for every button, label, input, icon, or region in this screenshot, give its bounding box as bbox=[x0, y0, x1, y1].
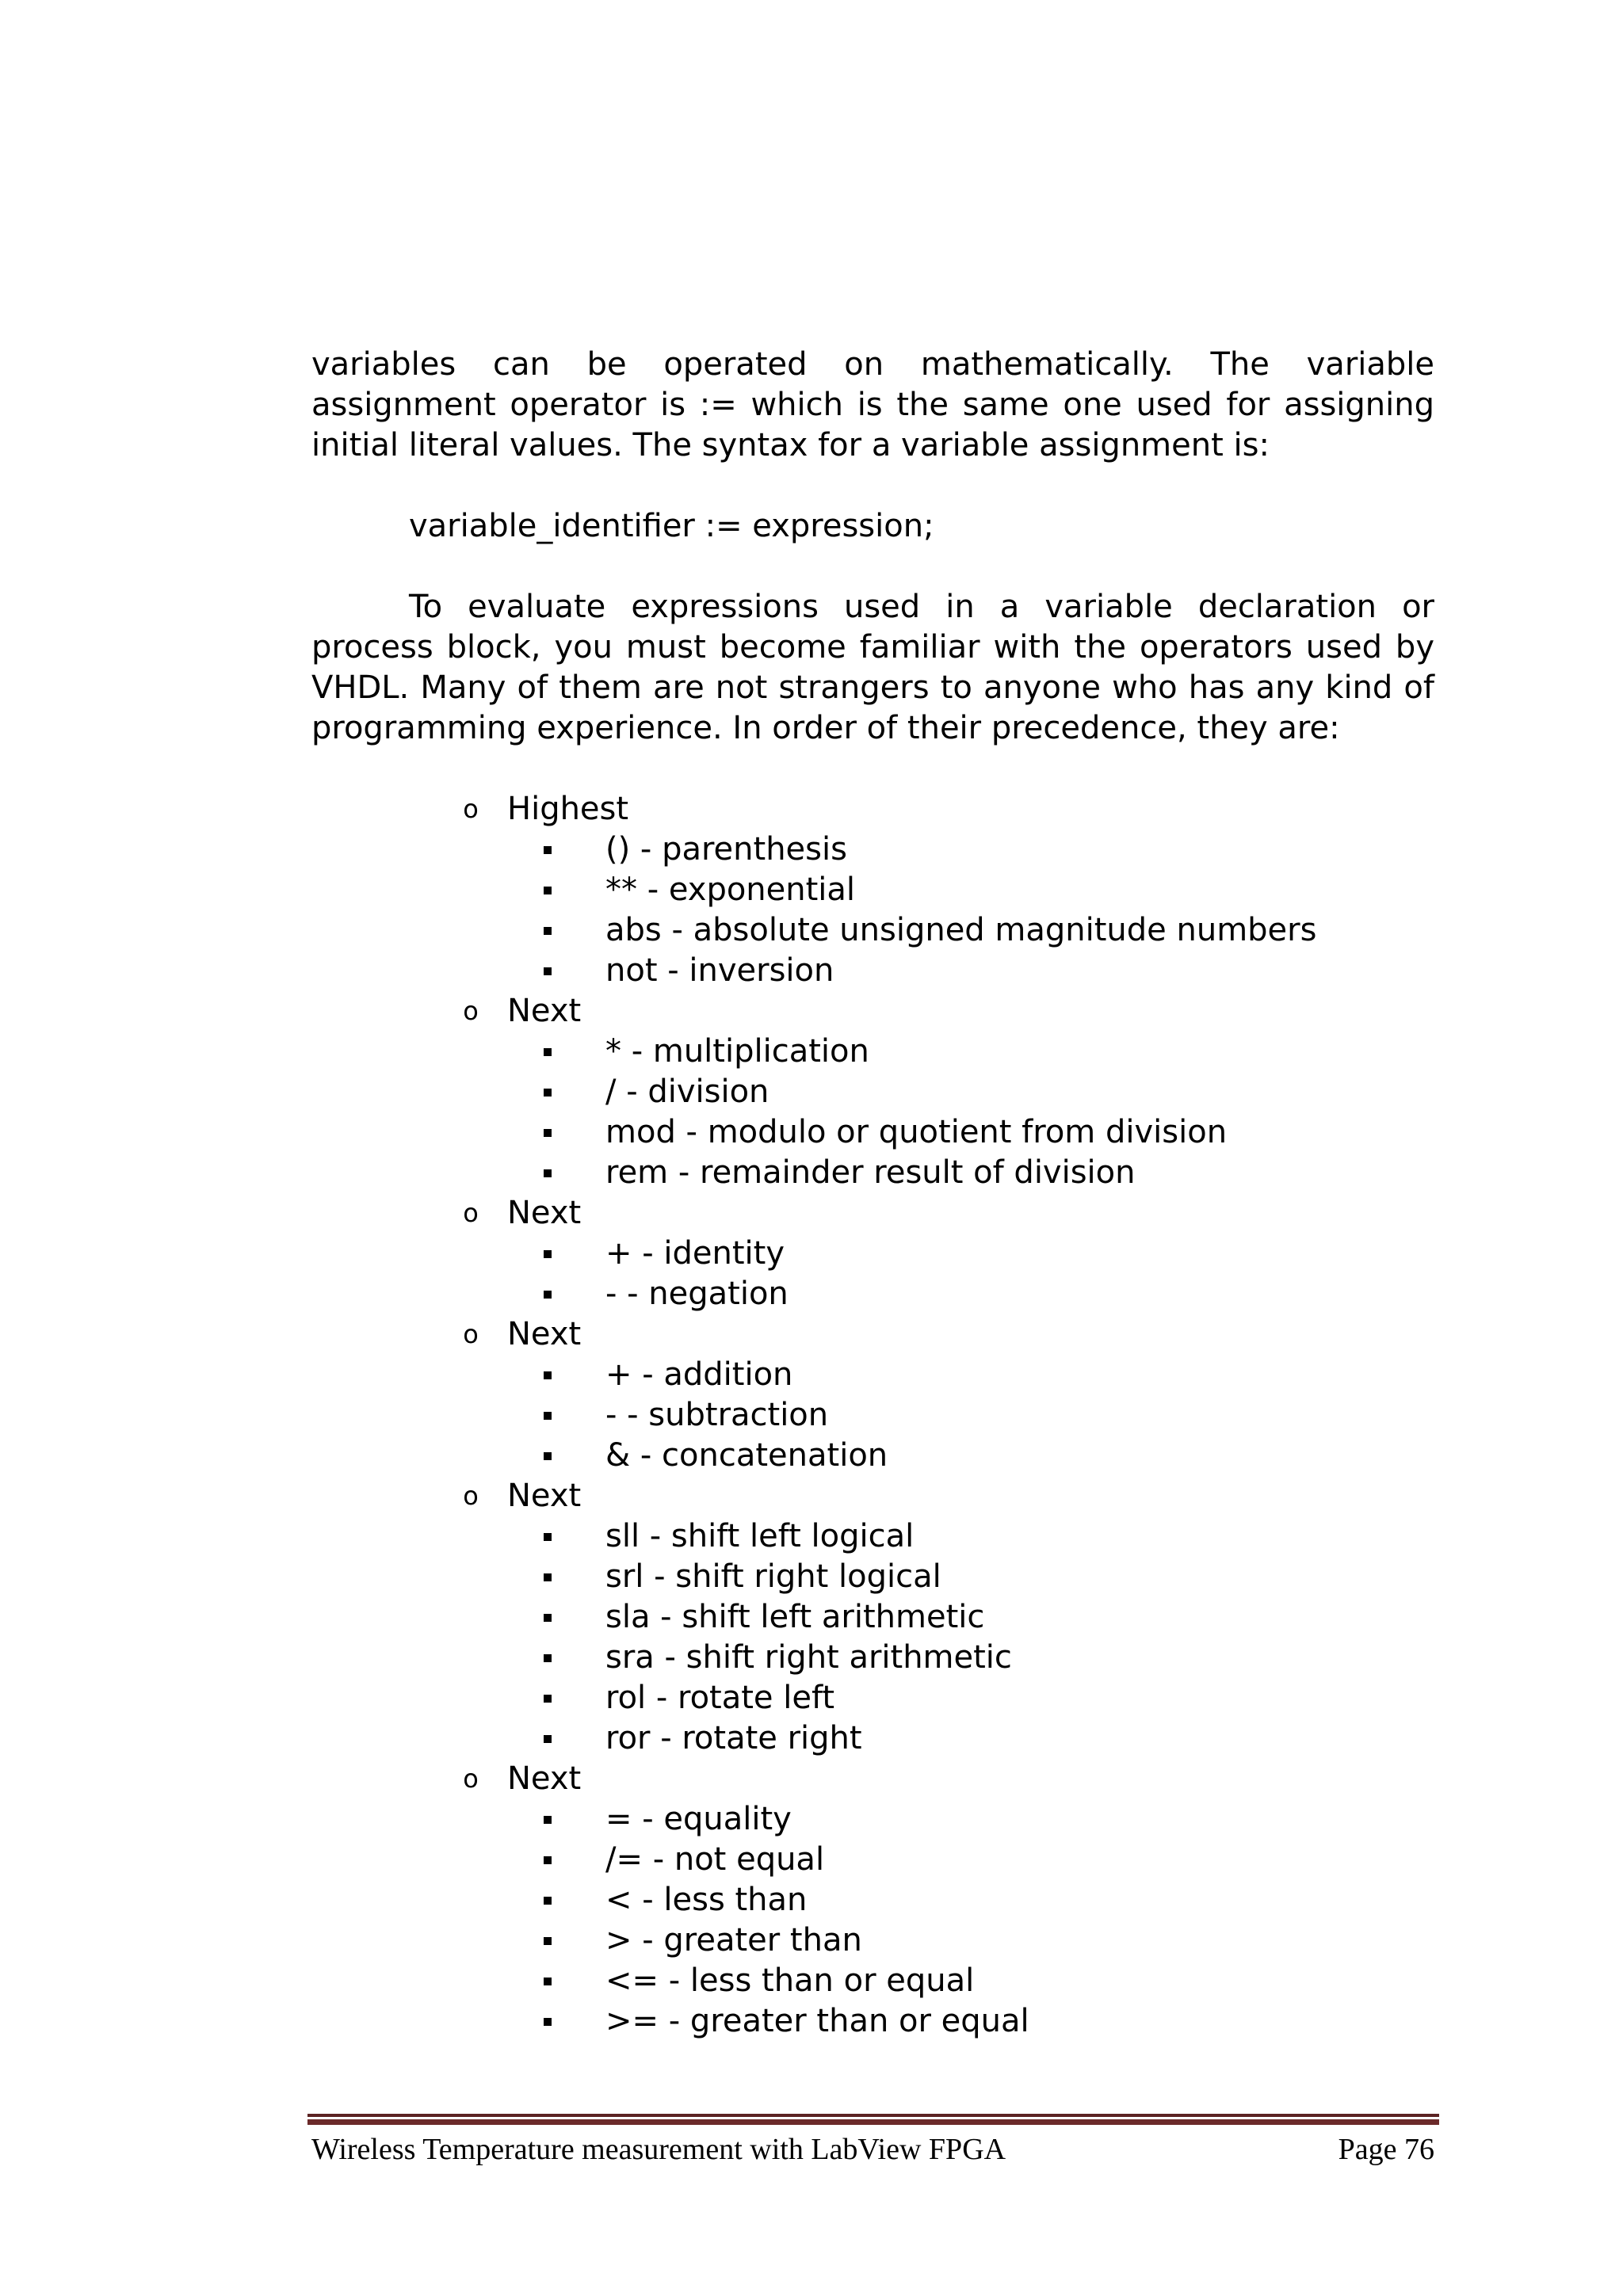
square-bullet-icon bbox=[544, 1371, 552, 1379]
operator-list bbox=[507, 1799, 1434, 2042]
operator-text: mod - modulo or quotient from division bbox=[605, 1114, 1228, 1150]
precedence-level bbox=[311, 991, 1434, 1193]
operator-text: <= - less than or equal bbox=[605, 1962, 975, 1999]
operator-text: = - equality bbox=[605, 1801, 792, 1837]
precedence-level-label: Next bbox=[507, 1478, 582, 1514]
operator-text: srl - shift right logical bbox=[605, 1558, 941, 1595]
operator-item bbox=[507, 1072, 1434, 1112]
circle-bullet-icon: o bbox=[463, 1481, 479, 1511]
operator-item bbox=[507, 1032, 1434, 1072]
paragraph-variables-assignment: variables can be operated on mathematically. The variable assignment operator is := which is the same one used for assigning initial literal values. The syntax for a variable assignment is: bbox=[311, 346, 1434, 463]
footer-title: Wireless Temperature measurement with LabView FPGA bbox=[311, 2133, 1006, 2166]
footer-page-number: Page 76 bbox=[1338, 2133, 1434, 2166]
operator-item bbox=[507, 1395, 1434, 1436]
operator-item bbox=[507, 1274, 1434, 1314]
square-bullet-icon bbox=[544, 927, 552, 935]
operator-text: + - addition bbox=[605, 1356, 793, 1393]
operator-item bbox=[507, 1112, 1434, 1153]
operator-item bbox=[507, 2001, 1434, 2042]
page-body bbox=[311, 345, 1434, 2042]
precedence-level bbox=[311, 1193, 1434, 1314]
operator-item bbox=[507, 1557, 1434, 1597]
operator-item bbox=[507, 1234, 1434, 1274]
operator-item bbox=[507, 870, 1434, 910]
operator-text: - - subtraction bbox=[605, 1397, 829, 1433]
operator-list bbox=[507, 1032, 1434, 1193]
square-bullet-icon bbox=[544, 1089, 552, 1097]
operator-text: & - concatenation bbox=[605, 1437, 888, 1474]
operator-text: abs - absolute unsigned magnitude numbers bbox=[605, 912, 1317, 948]
operator-list bbox=[507, 1516, 1434, 1759]
precedence-level-label: Next bbox=[507, 1760, 582, 1797]
operator-text: - - negation bbox=[605, 1276, 789, 1312]
operator-list bbox=[507, 1355, 1434, 1476]
precedence-level bbox=[311, 1314, 1434, 1476]
square-bullet-icon bbox=[544, 2018, 552, 2026]
square-bullet-icon bbox=[544, 1978, 552, 1985]
square-bullet-icon bbox=[544, 1695, 552, 1703]
operator-text: sla - shift left arithmetic bbox=[605, 1599, 985, 1635]
footer-rule bbox=[307, 2114, 1439, 2125]
operator-item bbox=[507, 1436, 1434, 1476]
operator-item bbox=[507, 1597, 1434, 1638]
operator-item bbox=[507, 1880, 1434, 1920]
precedence-level-label: Next bbox=[507, 1195, 582, 1231]
paragraph-operators-intro: To evaluate expressions used in a variable declaration or process block, you must become familiar with the operators used by VHDL. Many of them are not strangers to anyone who has any kind of programming experience. In order of their precedence, they are: bbox=[311, 589, 1434, 746]
square-bullet-icon bbox=[544, 1048, 552, 1056]
operator-text: rem - remainder result of division bbox=[605, 1154, 1136, 1191]
square-bullet-icon bbox=[544, 1735, 552, 1743]
circle-bullet-icon: o bbox=[463, 1764, 479, 1794]
precedence-level-label: Highest bbox=[507, 791, 629, 827]
operator-text: rol - rotate left bbox=[605, 1680, 835, 1716]
operator-item bbox=[507, 1840, 1434, 1880]
operator-text: ** - exponential bbox=[605, 871, 856, 908]
square-bullet-icon bbox=[544, 1291, 552, 1299]
operator-item bbox=[507, 1799, 1434, 1840]
syntax-example: variable_identifier := expression; bbox=[409, 508, 934, 544]
square-bullet-icon bbox=[544, 1897, 552, 1905]
operator-text: ror - rotate right bbox=[605, 1720, 862, 1756]
precedence-level-label: Next bbox=[507, 1316, 582, 1352]
precedence-list bbox=[311, 789, 1434, 2042]
operator-item bbox=[507, 1718, 1434, 1759]
square-bullet-icon bbox=[544, 1856, 552, 1864]
footer-rule-thick bbox=[307, 2119, 1439, 2125]
operator-item bbox=[507, 951, 1434, 991]
operator-text: + - identity bbox=[605, 1235, 785, 1272]
square-bullet-icon bbox=[544, 1937, 552, 1945]
operator-text: /= - not equal bbox=[605, 1841, 825, 1878]
square-bullet-icon bbox=[544, 1614, 552, 1622]
operator-text: * - multiplication bbox=[605, 1033, 869, 1070]
operator-text: sll - shift left logical bbox=[605, 1518, 915, 1554]
square-bullet-icon bbox=[544, 967, 552, 975]
square-bullet-icon bbox=[544, 1654, 552, 1662]
operator-text: not - inversion bbox=[605, 952, 834, 989]
operator-text: sra - shift right arithmetic bbox=[605, 1639, 1012, 1676]
circle-bullet-icon: o bbox=[463, 1198, 479, 1228]
operator-item bbox=[507, 1920, 1434, 1961]
square-bullet-icon bbox=[544, 1816, 552, 1824]
square-bullet-icon bbox=[544, 846, 552, 854]
operator-item bbox=[507, 1153, 1434, 1193]
operator-item bbox=[507, 1355, 1434, 1395]
operator-list bbox=[507, 1234, 1434, 1314]
operator-text: >= - greater than or equal bbox=[605, 2003, 1029, 2039]
precedence-level-label: Next bbox=[507, 993, 582, 1029]
footer-rule-thin bbox=[307, 2114, 1439, 2117]
operator-item bbox=[507, 1638, 1434, 1678]
operator-item bbox=[507, 1678, 1434, 1718]
operator-text: / - division bbox=[605, 1074, 769, 1110]
square-bullet-icon bbox=[544, 1250, 552, 1258]
square-bullet-icon bbox=[544, 1452, 552, 1460]
circle-bullet-icon: o bbox=[463, 1319, 479, 1349]
circle-bullet-icon: o bbox=[463, 794, 479, 824]
operator-text: > - greater than bbox=[605, 1922, 862, 1958]
square-bullet-icon bbox=[544, 1573, 552, 1581]
operator-item bbox=[507, 1961, 1434, 2001]
page-footer bbox=[311, 2130, 1434, 2169]
precedence-level bbox=[311, 1759, 1434, 2042]
operator-item bbox=[507, 1516, 1434, 1557]
precedence-level bbox=[311, 789, 1434, 991]
circle-bullet-icon: o bbox=[463, 996, 479, 1026]
operator-text: < - less than bbox=[605, 1882, 808, 1918]
operator-list bbox=[507, 830, 1434, 991]
operator-item bbox=[507, 830, 1434, 870]
operator-item bbox=[507, 910, 1434, 951]
operator-text: () - parenthesis bbox=[605, 831, 847, 868]
square-bullet-icon bbox=[544, 1533, 552, 1541]
precedence-level bbox=[311, 1476, 1434, 1759]
square-bullet-icon bbox=[544, 1412, 552, 1420]
square-bullet-icon bbox=[544, 1169, 552, 1177]
square-bullet-icon bbox=[544, 887, 552, 894]
square-bullet-icon bbox=[544, 1129, 552, 1137]
